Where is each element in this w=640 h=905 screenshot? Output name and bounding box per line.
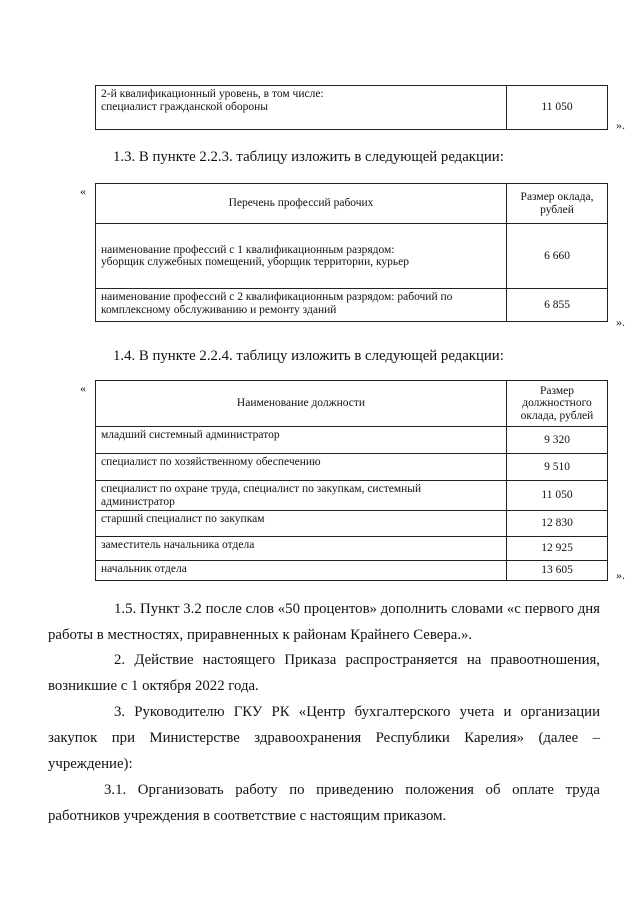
positions-table: [95, 380, 608, 581]
paragraph: 3.1. Организовать работу по приведению положения об оплате труда работников учреждения в соответствие с настоящим приказом.: [48, 782, 600, 824]
row-name-line: специалист по охране труда, специалист по закупкам, системный: [101, 483, 422, 495]
row-value-cell: 6 855: [507, 289, 608, 322]
row-value-cell: 9 510: [507, 454, 608, 481]
header-value-line: Размер: [539, 384, 574, 397]
row-name-cell: [96, 289, 507, 322]
open-quote: «: [80, 184, 86, 198]
table-row: [96, 481, 608, 511]
close-quote: ».: [616, 118, 625, 132]
table-continuation: [95, 85, 608, 130]
row-name-line: начальник отдела: [101, 563, 187, 575]
paragraph: 2. Действие настоящего Приказа распространяется на правоотношения, возникшие с 1 октября 2022 года.: [48, 652, 600, 694]
table-row: [96, 561, 608, 581]
row-name-cell: [96, 511, 507, 537]
row-name-line: администратор: [101, 495, 175, 508]
row-name-cell: [96, 427, 507, 454]
row-name-cell: [96, 454, 507, 481]
header-value-line: оклада, рублей: [520, 409, 594, 422]
row-value-cell: 6 660: [507, 224, 608, 289]
row-name-cell: [96, 481, 507, 511]
row-name-line: комплексному обслуживанию и ремонту зданий: [101, 303, 337, 316]
open-quote: «: [80, 381, 86, 395]
row-name-line: наименование профессий с 2 квалификационным разрядом: рабочий по: [101, 291, 453, 303]
table-row: [96, 427, 608, 454]
close-quote: ».: [616, 568, 625, 582]
row-value-cell: 12 830: [507, 511, 608, 537]
row-name-line: наименование профессий с 1 квалификационным разрядом:: [101, 243, 395, 256]
row-value-cell: 13 605: [507, 561, 608, 581]
section-heading: 1.3. В пункте 2.2.3. таблицу изложить в следующей редакции:: [113, 149, 504, 165]
row-name-line: специалист по хозяйственному обеспечению: [101, 456, 321, 468]
table-row: [96, 224, 608, 289]
table-row: [96, 454, 608, 481]
row-name-cell: [96, 537, 507, 561]
row-name-line: специалист гражданской обороны: [101, 100, 269, 113]
row-name-line: младший системный администратор: [101, 429, 280, 441]
paragraph: 3. Руководителю ГКУ РК «Центр бухгалтерского учета и организации закупок при Министерстве здравоохранения Республики Карелия» (далее – учреждение):: [48, 704, 600, 772]
row-name-line: заместитель начальника отдела: [101, 539, 255, 551]
table-row: [96, 511, 608, 537]
table-header-row: [96, 381, 608, 427]
header-value-cell: [507, 381, 608, 427]
row-value-cell: 9 320: [507, 427, 608, 454]
professions-table: [95, 183, 608, 322]
paragraph: 1.5. Пункт 3.2 после слов «50 процентов» дополнить словами «с первого дня работы в местностях, приравненных к районам Крайнего Севера.».: [48, 601, 600, 643]
row-value-cell: 11 050: [507, 481, 608, 511]
section-heading: 1.4. В пункте 2.2.4. таблицу изложить в следующей редакции:: [113, 348, 504, 364]
table-row: [96, 86, 608, 130]
table-header-row: [96, 184, 608, 224]
header-name-cell: Перечень профессий рабочих: [96, 184, 507, 224]
close-quote: ».: [616, 315, 625, 329]
header-value-line: должностного: [522, 397, 592, 410]
row-name-cell: [96, 224, 507, 289]
row-name-cell: [96, 86, 507, 130]
row-value-cell: 11 050: [507, 86, 608, 130]
header-name-cell: Наименование должности: [96, 381, 507, 427]
row-value-cell: 12 925: [507, 537, 608, 561]
header-value-line: рублей: [540, 203, 574, 216]
table-row: [96, 537, 608, 561]
table-row: [96, 289, 608, 322]
row-name-line: 2-й квалификационный уровень, в том числе:: [101, 88, 324, 100]
header-value-line: Размер оклада,: [520, 191, 594, 203]
header-value-cell: [507, 184, 608, 224]
row-name-line: старший специалист по закупкам: [101, 513, 265, 525]
row-name-line: уборщик служебных помещений, уборщик территории, курьер: [101, 256, 410, 268]
row-name-cell: [96, 561, 507, 581]
